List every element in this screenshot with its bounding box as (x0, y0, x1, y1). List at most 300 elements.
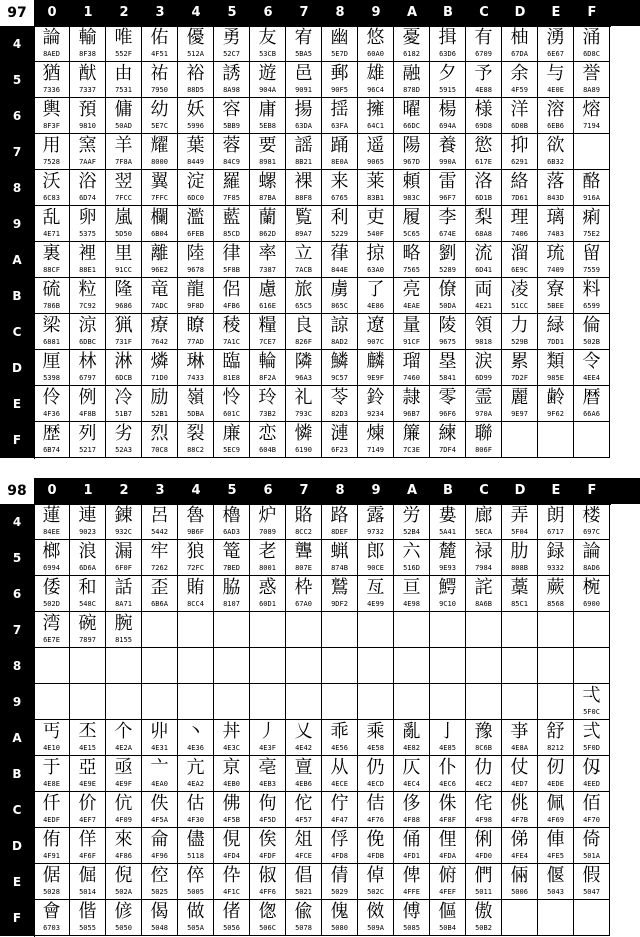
column-label: 2 (119, 5, 129, 20)
kanji-char: 零 (438, 387, 457, 408)
kanji-char: 類 (546, 351, 565, 372)
unicode-code: 85C1 (511, 600, 528, 608)
char-cell (322, 756, 358, 792)
kanji-char: 錬 (114, 505, 133, 526)
unicode-code: 6E9C (511, 266, 528, 274)
unicode-code: 91CC (115, 266, 132, 274)
char-cell (142, 26, 178, 62)
char-cell (358, 170, 394, 206)
char-cell (466, 26, 502, 62)
kanji-char: 浪 (78, 541, 97, 562)
char-cell (142, 386, 178, 422)
unicode-code: 4F96 (151, 852, 168, 860)
char-cell (322, 612, 358, 648)
unicode-code: 6709 (475, 50, 492, 58)
kanji-char: 伜 (222, 865, 241, 886)
kanji-char: 両 (474, 279, 493, 300)
kanji-char: 揺 (330, 99, 349, 120)
unicode-code: 5028 (43, 888, 60, 896)
char-cell (178, 612, 214, 648)
char-cell (106, 576, 142, 612)
kanji-char: 酪 (582, 171, 601, 192)
char-cell (502, 900, 538, 936)
kanji-char: 琳 (186, 351, 205, 372)
unicode-code: 96B7 (403, 410, 420, 418)
unicode-code: 5D50 (115, 230, 132, 238)
unicode-code: 808B (511, 564, 528, 572)
kanji-char: 遊 (258, 63, 277, 84)
kanji-char: 歪 (150, 577, 169, 598)
unicode-code: 862D (259, 230, 276, 238)
kanji-char: 們 (474, 865, 493, 886)
unicode-code: 5025 (151, 888, 168, 896)
char-cell (322, 684, 358, 720)
unicode-code: 4EC2 (475, 780, 492, 788)
char-cell (178, 540, 214, 576)
kanji-char: 丱 (150, 721, 169, 742)
char-cell (250, 314, 286, 350)
unicode-code: 4ED7 (511, 780, 528, 788)
char-cell (502, 134, 538, 170)
unicode-code: 90CE (367, 564, 384, 572)
char-cell (214, 278, 250, 314)
cell-grid (34, 504, 610, 936)
kanji-char: 惑 (258, 577, 277, 598)
kanji-char: 佑 (150, 27, 169, 48)
char-cell (142, 756, 178, 792)
unicode-code: 5047 (583, 888, 600, 896)
char-cell (142, 278, 178, 314)
unicode-code: 8CC4 (187, 600, 204, 608)
unicode-code: 865C (331, 302, 348, 310)
kanji-char: 路 (330, 505, 349, 526)
kanji-char: 洋 (510, 99, 529, 120)
char-cell (394, 756, 430, 792)
char-cell (178, 242, 214, 278)
unicode-code: 6717 (547, 528, 564, 536)
kanji-char: 涼 (78, 315, 97, 336)
kanji-char: 吏 (366, 207, 385, 228)
char-cell (286, 386, 322, 422)
kanji-char: 庸 (258, 99, 277, 120)
kanji-char: 俛 (366, 829, 385, 850)
kanji-char: 翌 (114, 171, 133, 192)
char-cell (142, 828, 178, 864)
unicode-code: 4FF6 (259, 888, 276, 896)
unicode-code: 9B6F (187, 528, 204, 536)
kanji-char: 録 (546, 541, 565, 562)
column-label: E (551, 5, 561, 20)
kanji-char: 留 (582, 243, 601, 264)
unicode-code: 8A6B (475, 600, 492, 608)
char-cell (322, 278, 358, 314)
unicode-code: 8449 (187, 158, 204, 166)
unicode-code: 5029 (331, 888, 348, 896)
kanji-char: 粒 (78, 279, 97, 300)
unicode-code: 7F85 (223, 194, 240, 202)
char-cell (214, 98, 250, 134)
unicode-code: 4E36 (187, 744, 204, 752)
unicode-code: 6DCB (115, 374, 132, 382)
row-label: A (12, 731, 22, 745)
unicode-code: 5078 (295, 924, 312, 932)
char-cell (70, 540, 106, 576)
kanji-char: 養 (438, 135, 457, 156)
kanji-char: 价 (78, 793, 97, 814)
kanji-char: 侘 (474, 793, 493, 814)
unicode-code: 4E9F (115, 780, 132, 788)
unicode-code: 5398 (43, 374, 60, 382)
kanji-char: 凌 (510, 279, 529, 300)
unicode-code: 4FDB (367, 852, 384, 860)
char-cell (466, 504, 502, 540)
row-label: C (12, 803, 22, 817)
char-cell (178, 134, 214, 170)
char-cell (574, 720, 610, 756)
row-label: 4 (12, 37, 22, 51)
kanji-char: 乖 (330, 721, 349, 742)
char-cell (358, 350, 394, 386)
char-cell (34, 278, 70, 314)
kanji-char: 倅 (186, 865, 205, 886)
char-cell (250, 242, 286, 278)
kanji-char: 羊 (114, 135, 133, 156)
char-cell (250, 422, 286, 458)
char-cell (322, 170, 358, 206)
unicode-code: 6B32 (547, 158, 564, 166)
char-cell (430, 864, 466, 900)
char-cell (358, 864, 394, 900)
kanji-char: 俯 (438, 865, 457, 886)
kanji-char: 亘 (402, 577, 421, 598)
unicode-code: 8212 (547, 744, 564, 752)
kanji-char: 俎 (294, 829, 313, 850)
char-cell (430, 26, 466, 62)
row-label: 8 (12, 181, 22, 195)
char-cell (70, 206, 106, 242)
kanji-char: 亊 (510, 721, 529, 742)
kanji-char: 傀 (330, 901, 349, 922)
char-cell (394, 98, 430, 134)
char-cell (214, 314, 250, 350)
kanji-char: 禄 (474, 541, 493, 562)
char-cell (142, 206, 178, 242)
column-label: 0 (47, 483, 57, 498)
char-cell (574, 422, 610, 458)
char-cell (34, 828, 70, 864)
unicode-code: 50B2 (475, 924, 492, 932)
char-cell (178, 756, 214, 792)
char-cell (574, 350, 610, 386)
char-cell (106, 504, 142, 540)
char-cell (430, 828, 466, 864)
kanji-char: 療 (150, 315, 169, 336)
unicode-code: 7149 (367, 446, 384, 454)
char-cell (250, 134, 286, 170)
kanji-char: 苓 (330, 387, 349, 408)
kanji-char: 呂 (150, 505, 169, 526)
char-cell (466, 278, 502, 314)
unicode-code: 4EC6 (439, 780, 456, 788)
char-cell (430, 720, 466, 756)
unicode-code: 878D (403, 86, 420, 94)
unicode-code: 52B4 (403, 528, 420, 536)
unicode-code: 4FD4 (223, 852, 240, 860)
unicode-code: 5442 (151, 528, 168, 536)
char-cell (538, 900, 574, 936)
kanji-char: 嵐 (114, 207, 133, 228)
row-label: 9 (12, 695, 22, 709)
kanji-char: 炉 (258, 505, 277, 526)
char-cell (502, 864, 538, 900)
unicode-code: 8E0A (331, 158, 348, 166)
unicode-code: 63A0 (367, 266, 384, 274)
unicode-code: 4FD8 (331, 852, 348, 860)
kanji-char: 麟 (366, 351, 385, 372)
unicode-code: 5EC9 (223, 446, 240, 454)
kanji-char: 丿 (258, 721, 277, 742)
kanji-char: 莱 (366, 171, 385, 192)
kanji-char: 揖 (438, 27, 457, 48)
char-cell (502, 386, 538, 422)
kanji-char: 遼 (366, 315, 385, 336)
column-label: D (514, 483, 526, 498)
unicode-code: 7531 (115, 86, 132, 94)
kanji-char: 怜 (222, 387, 241, 408)
kanji-char: 仗 (510, 757, 529, 778)
char-cell (466, 98, 502, 134)
kanji-char: 令 (582, 351, 601, 372)
unicode-code: 96F7 (439, 194, 456, 202)
char-cell (574, 900, 610, 936)
unicode-code: 502D (43, 600, 60, 608)
kanji-char: 淋 (114, 351, 133, 372)
char-cell (70, 900, 106, 936)
unicode-code: 4FEF (439, 888, 456, 896)
kanji-char: 濫 (186, 207, 205, 228)
kanji-char: 偃 (546, 865, 565, 886)
char-cell (214, 648, 250, 684)
kanji-char: 励 (150, 387, 169, 408)
kanji-char: 偖 (222, 901, 241, 922)
char-cell (70, 350, 106, 386)
char-cell (322, 504, 358, 540)
char-cell (430, 242, 466, 278)
kanji-char: 倥 (150, 865, 169, 886)
unicode-code: 7F8A (115, 158, 132, 166)
kanji-char: 倆 (510, 865, 529, 886)
kanji-char: 擁 (366, 99, 385, 120)
char-cell (358, 720, 394, 756)
char-cell (286, 828, 322, 864)
kanji-char: 仄 (402, 757, 421, 778)
kanji-char: 梁 (42, 315, 61, 336)
kanji-char: 劉 (438, 243, 457, 264)
unicode-code: 4E82 (403, 744, 420, 752)
char-cell (106, 684, 142, 720)
unicode-code: 6765 (331, 194, 348, 202)
unicode-code: 5996 (187, 122, 204, 130)
unicode-code: 4EA0 (151, 780, 168, 788)
unicode-code: 7528 (43, 158, 60, 166)
row-header-bar (0, 26, 34, 458)
kanji-char: 僚 (438, 279, 457, 300)
unicode-code: 8A98 (223, 86, 240, 94)
char-cell (250, 278, 286, 314)
unicode-code: 5006 (511, 888, 528, 896)
unicode-code: 6D6A (79, 564, 96, 572)
char-cell (322, 900, 358, 936)
char-cell (70, 242, 106, 278)
unicode-code: 4E56 (331, 744, 348, 752)
unicode-code: 5118 (187, 852, 204, 860)
column-header-bar (0, 478, 640, 504)
kanji-char: 容 (222, 99, 241, 120)
unicode-code: 88CF (43, 266, 60, 274)
char-cell (178, 62, 214, 98)
unicode-code: 6900 (583, 600, 600, 608)
unicode-code: 5E7C (151, 122, 168, 130)
unicode-code: 4ECD (367, 780, 384, 788)
char-cell (394, 648, 430, 684)
kanji-char: 藁 (510, 577, 529, 598)
kanji-char: 傭 (114, 99, 133, 120)
kanji-char: 裕 (186, 63, 205, 84)
kanji-char: 龍 (186, 279, 205, 300)
unicode-code: 90F5 (331, 86, 348, 94)
row-label: F (12, 911, 22, 925)
column-label: C (479, 5, 489, 20)
char-cell (34, 792, 70, 828)
unicode-code: 8F38 (79, 50, 96, 58)
char-cell (358, 648, 394, 684)
char-cell (538, 26, 574, 62)
kanji-char: 淀 (186, 171, 205, 192)
kanji-char: 露 (366, 505, 385, 526)
char-cell (106, 98, 142, 134)
char-cell (286, 350, 322, 386)
kanji-char: 鱗 (330, 351, 349, 372)
kanji-char: 蓉 (222, 135, 241, 156)
char-cell (70, 792, 106, 828)
char-cell (34, 900, 70, 936)
unicode-code: 4E98 (403, 600, 420, 608)
kanji-char: 和 (78, 577, 97, 598)
unicode-code: 506C (259, 924, 276, 932)
unicode-code: 4FE5 (547, 852, 564, 860)
char-cell (214, 350, 250, 386)
unicode-code: 6190 (295, 446, 312, 454)
kanji-char: 覧 (294, 207, 313, 228)
kanji-char: 暦 (582, 387, 601, 408)
unicode-code: 4E99 (367, 600, 384, 608)
char-cell (538, 278, 574, 314)
char-cell (574, 134, 610, 170)
unicode-code: 88F8 (295, 194, 312, 202)
unicode-code: 4FD1 (403, 852, 420, 860)
char-cell (430, 386, 466, 422)
kanji-char: 陸 (186, 243, 205, 264)
unicode-code: 7194 (583, 122, 600, 130)
unicode-code: 5014 (79, 888, 96, 896)
code-table (0, 0, 640, 458)
char-cell (358, 540, 394, 576)
kanji-char: 俘 (330, 829, 349, 850)
kanji-char: 里 (114, 243, 133, 264)
unicode-code: 6182 (403, 50, 420, 58)
char-cell (538, 540, 574, 576)
kanji-char: 論 (42, 27, 61, 48)
kanji-char: 煉 (366, 423, 385, 444)
unicode-code: 4F86 (115, 852, 132, 860)
unicode-code: 4EA2 (187, 780, 204, 788)
kanji-char: 由 (114, 63, 133, 84)
char-cell (574, 206, 610, 242)
char-cell (142, 864, 178, 900)
unicode-code: 807E (295, 564, 312, 572)
unicode-code: 4F76 (367, 816, 384, 824)
unicode-code: 5BEE (547, 302, 564, 310)
char-cell (250, 828, 286, 864)
kanji-char: 豫 (474, 721, 493, 742)
unicode-code: 96A3 (295, 374, 312, 382)
kanji-char: 賂 (294, 505, 313, 526)
unicode-code: 6D8C (583, 50, 600, 58)
kanji-char: 嶺 (186, 387, 205, 408)
char-cell (538, 720, 574, 756)
unicode-code: 85CD (223, 230, 240, 238)
char-cell (430, 170, 466, 206)
kanji-char: 竜 (150, 279, 169, 300)
char-cell (466, 792, 502, 828)
char-cell (70, 756, 106, 792)
char-cell (286, 720, 322, 756)
char-cell (358, 62, 394, 98)
char-cell (34, 242, 70, 278)
char-cell (574, 540, 610, 576)
unicode-code: 69D8 (475, 122, 492, 130)
unicode-code: 72FC (187, 564, 204, 572)
kanji-char: 蓮 (42, 505, 61, 526)
char-cell (538, 648, 574, 684)
char-cell (214, 62, 250, 98)
unicode-code: 7433 (187, 374, 204, 382)
char-cell (70, 576, 106, 612)
kanji-char: 幽 (330, 27, 349, 48)
kanji-char: 藍 (222, 207, 241, 228)
unicode-code: 75E2 (583, 230, 600, 238)
kanji-char: 璃 (546, 207, 565, 228)
char-cell (502, 242, 538, 278)
kanji-char: 猟 (114, 315, 133, 336)
char-cell (70, 314, 106, 350)
kanji-char: 俚 (438, 829, 457, 850)
char-cell (502, 684, 538, 720)
char-cell (538, 828, 574, 864)
kanji-char: 李 (438, 207, 457, 228)
kanji-char: 隷 (402, 387, 421, 408)
kanji-char: 隆 (114, 279, 133, 300)
char-cell (106, 792, 142, 828)
char-cell (394, 26, 430, 62)
unicode-code: 4F88 (403, 816, 420, 824)
unicode-code: 548C (79, 600, 96, 608)
unicode-code: 96E2 (151, 266, 168, 274)
char-cell (322, 98, 358, 134)
unicode-code: 4E86 (367, 302, 384, 310)
unicode-code: 6F0F (115, 564, 132, 572)
unicode-code: 983C (403, 194, 420, 202)
